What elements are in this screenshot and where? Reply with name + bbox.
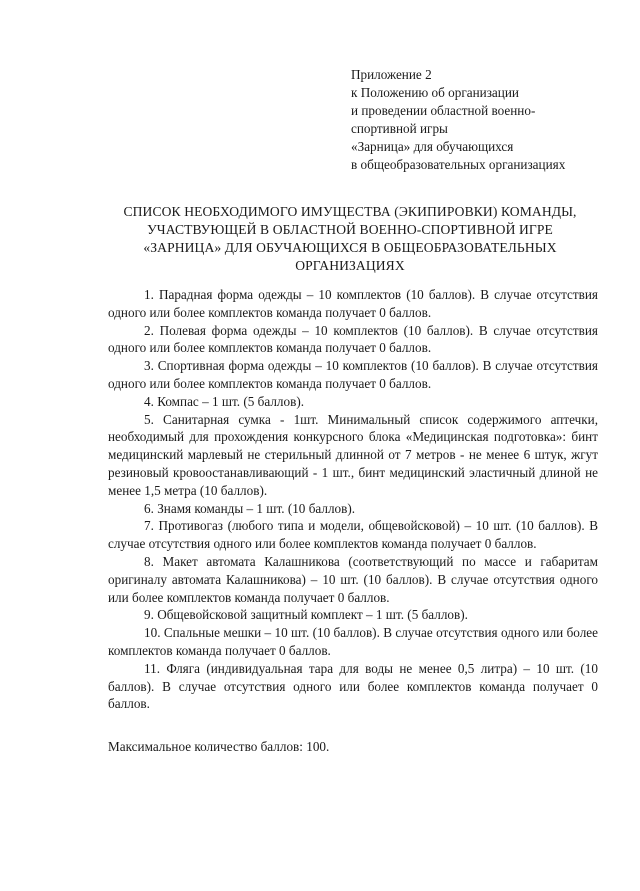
title-line: «ЗАРНИЦА» ДЛЯ ОБУЧАЮЩИХСЯ В ОБЩЕОБРАЗОВАТЕЛЬНЫХ — [143, 240, 557, 255]
appendix-line: и проведении областной военно- — [351, 103, 536, 118]
document-title — [100, 203, 600, 275]
appendix-line: Приложение 2 — [351, 67, 432, 82]
list-item: 10. Спальные мешки – 10 шт. (10 баллов). В случае отсутствия одного или более комплектов команда получает 0 баллов. — [108, 625, 598, 658]
list-item: 1. Парадная форма одежды – 10 комплектов (10 баллов). В случае отсутствия одного или более комплектов команда получает 0 баллов. — [108, 287, 598, 320]
appendix-header — [351, 66, 611, 174]
list-item: 9. Общевойсковой защитный комплект – 1 шт. (5 баллов). — [144, 607, 468, 623]
appendix-line: спортивной игры — [351, 121, 448, 136]
list-item: 5. Санитарная сумка - 1шт. Минимальный список содержимого аптечки, необходимый для прохождения конкурсного блока «Медицинская подготовка»: бинт медицинский марлевый не стерильный длинной от 7 метров - не менее 6 штук, жгут резиновый кровоостанавливающий - 1 шт., бинт медицинский эластичный длиной не менее 1,5 метра (10 баллов). — [108, 411, 598, 498]
appendix-line: в общеобразовательных организациях — [351, 157, 566, 172]
appendix-line: к Положению об организации — [351, 85, 519, 100]
list-item: 6. Знамя команды – 1 шт. (10 баллов). — [144, 500, 356, 516]
list-item: 4. Компас – 1 шт. (5 баллов). — [144, 393, 305, 409]
title-line: УЧАСТВУЮЩЕЙ В ОБЛАСТНОЙ ВОЕННО-СПОРТИВНОЙ ИГРЕ — [147, 222, 553, 237]
equipment-list — [108, 286, 598, 713]
title-line: СПИСОК НЕОБХОДИМОГО ИМУЩЕСТВА (ЭКИПИРОВКИ) КОМАНДЫ, — [123, 204, 577, 219]
list-item: 2. Полевая форма одежды – 10 комплектов (10 баллов). В случае отсутствия одного или более комплектов команда получает 0 баллов. — [108, 322, 598, 356]
list-item: 3. Спортивная форма одежды – 10 комплектов (10 баллов). В случае отсутствия одного или более комплектов команда получает 0 баллов. — [108, 358, 598, 391]
max-score-text: Максимальное количество баллов: 100. — [108, 739, 330, 754]
list-item: 7. Противогаз (любого типа и модели, общевойсковой) – 10 шт. (10 баллов). В случае отсутствия одного или более комплектов команда получает 0 баллов. — [108, 518, 598, 552]
list-item: 11. Фляга (индивидуальная тара для воды не менее 0,5 литра) – 10 шт. (10 баллов). В случае отсутствия одного или более комплектов команда получает 0 баллов. — [108, 660, 598, 712]
title-line: ОРГАНИЗАЦИЯХ — [295, 258, 405, 273]
list-item: 8. Макет автомата Калашникова (соответствующий по массе и габаритам оригиналу автомата Калашникова) – 10 шт. (10 баллов). В случае отсутствия одного или более комплектов команда получает 0 баллов. — [108, 553, 598, 605]
appendix-line: «Зарница» для обучающихся — [351, 139, 514, 154]
